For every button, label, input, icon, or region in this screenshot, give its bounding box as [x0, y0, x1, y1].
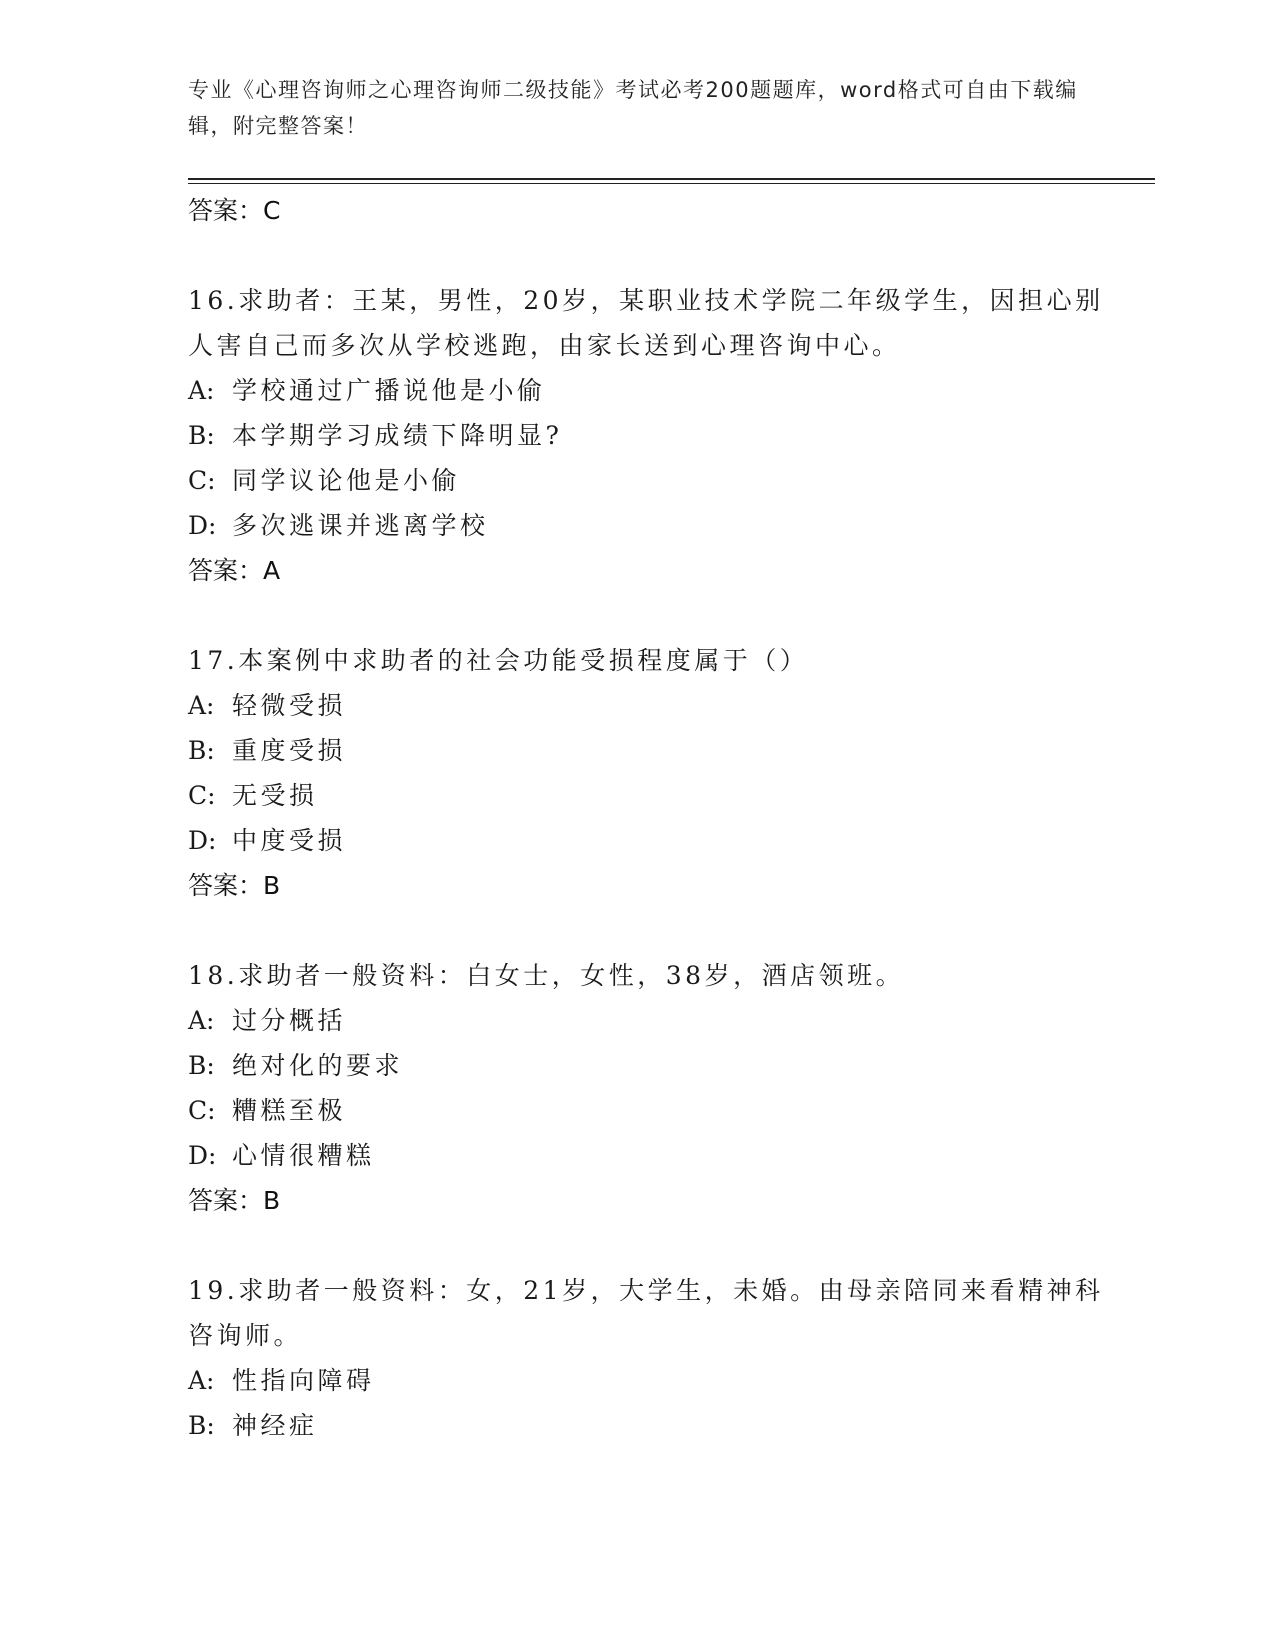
option-label: B:: [188, 736, 215, 765]
option-text: 过分概括: [232, 1006, 347, 1035]
question-text: 18.求助者一般资料：白女士，女性，38岁，酒店领班。: [188, 961, 905, 990]
option-b: [188, 1403, 1108, 1448]
question-text: 16.求助者：王某，男性，20岁，某职业技术学院二年级学生，因担心别人害自己而多次从学校逃跑，由家长送到心理咨询中心。: [188, 286, 1104, 360]
option-text: 同学议论他是小偷: [232, 466, 461, 495]
option-text: 轻微受损: [232, 691, 347, 720]
option-c: [188, 458, 1108, 503]
option-a: [188, 998, 1108, 1043]
option-label: C:: [188, 1096, 216, 1125]
option-b: [188, 413, 1108, 458]
option-text: 神经症: [232, 1411, 318, 1440]
option-label: D:: [188, 511, 217, 540]
question-text: 17.本案例中求助者的社会功能受损程度属于（）: [188, 646, 809, 675]
option-text: 本学期学习成绩下降明显?: [232, 421, 563, 450]
option-b: [188, 1043, 1108, 1088]
option-text: 重度受损: [232, 736, 347, 765]
option-text: 心情很糟糕: [232, 1141, 375, 1170]
option-c: [188, 1088, 1108, 1133]
option-text: 中度受损: [232, 826, 347, 855]
option-a: [188, 368, 1108, 413]
option-label: A:: [188, 1366, 215, 1395]
question-block: [188, 278, 1108, 593]
option-text: 无受损: [232, 781, 318, 810]
option-d: [188, 1133, 1108, 1178]
option-label: A:: [188, 376, 215, 405]
option-label: B:: [188, 1411, 215, 1440]
header-rule-thin: [188, 183, 1155, 184]
option-d: [188, 818, 1108, 863]
question-text: 19.求助者一般资料：女，21岁，大学生，未婚。由母亲陪同来看精神科咨询师。: [188, 1276, 1104, 1350]
option-text: 多次逃课并逃离学校: [232, 511, 489, 540]
option-label: A:: [188, 691, 215, 720]
option-label: D:: [188, 1141, 217, 1170]
answer-line: 答案：C: [188, 196, 281, 225]
option-d: [188, 503, 1108, 548]
option-label: D:: [188, 826, 217, 855]
option-text: 绝对化的要求: [232, 1051, 404, 1080]
option-text: 糟糕至极: [232, 1096, 347, 1125]
document-content: [188, 188, 1108, 1448]
option-label: C:: [188, 781, 216, 810]
header-rule: [188, 178, 1155, 180]
option-a: [188, 683, 1108, 728]
option-label: A:: [188, 1006, 215, 1035]
option-label: B:: [188, 1051, 215, 1080]
option-text: 性指向障碍: [232, 1366, 375, 1395]
answer-line: 答案：B: [188, 1186, 281, 1215]
answer-line: 答案：B: [188, 871, 281, 900]
option-label: B:: [188, 421, 215, 450]
option-c: [188, 773, 1108, 818]
option-a: [188, 1358, 1108, 1403]
answer-line: 答案：A: [188, 556, 281, 585]
option-b: [188, 728, 1108, 773]
option-label: C:: [188, 466, 216, 495]
option-text: 学校通过广播说他是小偷: [232, 376, 546, 405]
document-header: 专业《心理咨询师之心理咨询师二级技能》考试必考200题题库，word格式可自由下载编辑，附完整答案！: [188, 78, 1078, 138]
question-block: [188, 953, 1108, 1223]
question-block: [188, 638, 1108, 908]
question-block: [188, 1268, 1108, 1448]
